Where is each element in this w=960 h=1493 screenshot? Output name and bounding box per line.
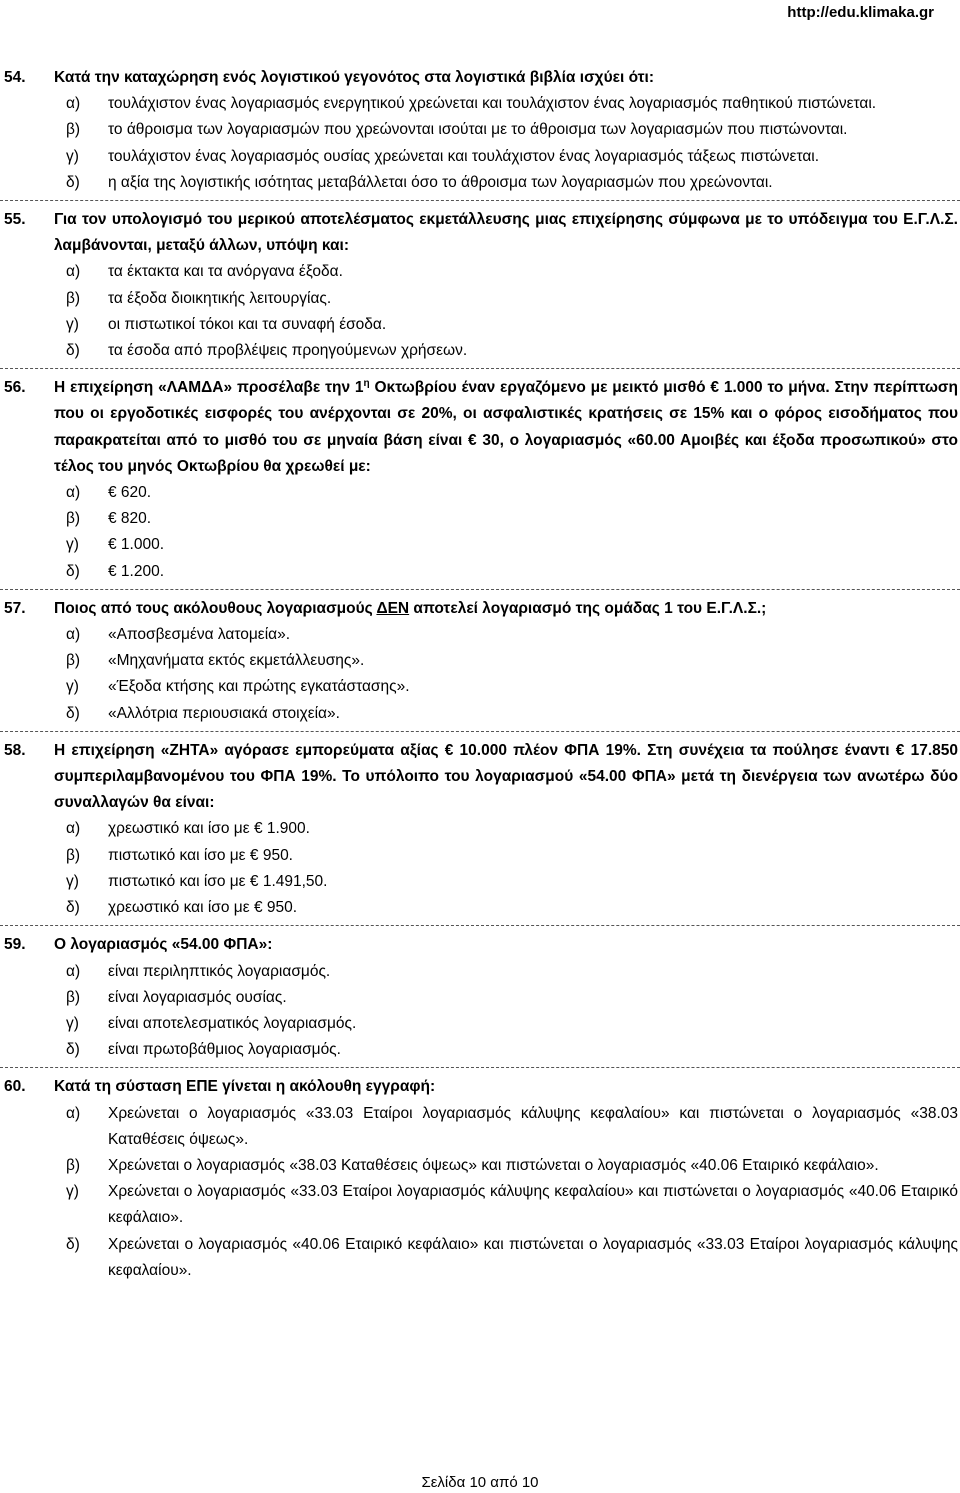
option-label: γ) (66, 1183, 79, 1201)
question-text: Η επιχείρηση «ΛΑΜΔΑ» προσέλαβε την 1 (54, 379, 364, 397)
option-b (0, 117, 960, 143)
option-text: € 620. (108, 484, 152, 502)
question-55 (0, 207, 960, 364)
option-c (0, 1011, 960, 1037)
divider (0, 589, 960, 590)
question-number: 54. (4, 69, 26, 86)
option-c (0, 532, 960, 558)
option-d (0, 895, 960, 921)
question-stem (0, 65, 960, 91)
option-b (0, 1153, 960, 1179)
ordinal-superscript: η (363, 378, 370, 390)
option-text: είναι περιληπτικός λογαριασμός. (108, 962, 331, 980)
option-label: β) (66, 510, 81, 528)
option-label: γ) (66, 872, 79, 890)
option-label: β) (66, 121, 81, 139)
option-text: € 820. (108, 510, 152, 528)
option-label: δ) (66, 1235, 80, 1253)
option-label: γ) (66, 536, 79, 554)
option-text: «Αλλότρια περιουσιακά στοιχεία». (108, 704, 340, 722)
question-number: 59. (4, 936, 26, 954)
option-c (0, 312, 960, 338)
divider (0, 200, 960, 201)
question-stem (0, 375, 960, 480)
option-text: πιστωτικό και ίσο με € 1.491,50. (108, 872, 328, 890)
option-text: το άθροισμα των λογαριασμών που χρεώνονται ισούται με το άθροισμα των λογαριασμών που πιστώνονται. (108, 121, 848, 139)
option-text: χρεωστικό και ίσο με € 1.900. (108, 820, 310, 838)
option-c (0, 144, 960, 170)
option-text: οι πιστωτικοί τόκοι και τα συναφή έσοδα. (108, 315, 387, 333)
option-text: τουλάχιστον ένας λογαριασμός ουσίας χρεώνεται και τουλάχιστον ένας λογαριασμός τάξεως πιστώνεται. (108, 147, 820, 165)
option-text: «Αποσβεσμένα λατομεία». (108, 626, 291, 644)
option-label: γ) (66, 1014, 79, 1032)
option-label: β) (66, 988, 81, 1006)
question-stem (0, 596, 960, 622)
option-text: € 1.200. (108, 562, 165, 580)
option-text: είναι αποτελεσματικός λογαριασμός. (108, 1014, 357, 1032)
option-label: δ) (66, 1041, 80, 1059)
option-b (0, 843, 960, 869)
question-text: Κατά τη σύσταση ΕΠΕ γίνεται η ακόλουθη εγγραφή: (54, 1078, 436, 1096)
question-text-cont: Οκτωβρίου έναν εργαζόμενο με μεικτό μισθό € 1.000 το μήνα. Στην περίπτωση που οι εργοδοτικές εισφορές του ανέρχονται σε 20%, οι ασφαλιστικές κρατήσεις σε 15% και ο φόρος εισοδήματος που παρακρατείται από το μισθό του σε μηναία βάση είναι € 30, ο λογαριασμός «60.00 Αμοιβές και έξοδα προσωπικού» στο τέλος του μηνός Οκτωβρίου θα χρεωθεί με: (54, 379, 958, 475)
option-b (0, 286, 960, 312)
divider (0, 731, 960, 732)
option-b (0, 648, 960, 674)
option-label: β) (66, 652, 81, 670)
question-stem (0, 207, 960, 259)
option-label: β) (66, 1156, 81, 1174)
question-number: 60. (4, 1078, 26, 1096)
option-text: είναι λογαριασμός ουσίας. (108, 988, 287, 1006)
option-label: δ) (66, 704, 80, 722)
option-label: α) (66, 484, 81, 502)
option-label: δ) (66, 342, 80, 360)
option-text: τα έκτακτα και τα ανόργανα έξοδα. (108, 263, 343, 281)
option-label: γ) (66, 147, 79, 165)
question-number: 58. (4, 741, 26, 759)
document-body (0, 65, 960, 1284)
question-60 (0, 1074, 960, 1284)
option-d (0, 170, 960, 196)
header-url[interactable]: http://edu.klimaka.gr (787, 4, 934, 21)
question-58 (0, 738, 960, 921)
option-a (0, 259, 960, 285)
option-label: α) (66, 626, 81, 644)
question-number: 57. (4, 599, 26, 617)
option-c (0, 1179, 960, 1231)
question-text: Για τον υπολογισμό του μερικού αποτελέσματος εκμετάλλευσης μιας επιχείρησης σύμφωνα με το υπόδειγμα του Ε.Γ.Λ.Σ. λαμβάνονται, μεταξύ άλλων, υπόψη και: (54, 211, 958, 255)
option-label: δ) (66, 899, 80, 917)
option-text: τα έξοδα διοικητικής λειτουργίας. (108, 289, 332, 307)
option-d (0, 701, 960, 727)
option-a (0, 959, 960, 985)
option-text: Χρεώνεται ο λογαριασμός «38.03 Καταθέσεις όψεως» και πιστώνεται ο λογαριασμός «40.06 Εταιρικό κεφάλαιο». (108, 1156, 879, 1174)
option-label: β) (66, 846, 81, 864)
question-number: 55. (4, 211, 26, 229)
option-c (0, 869, 960, 895)
option-label: β) (66, 289, 81, 307)
question-text: Η επιχείρηση «ΖΗΤΑ» αγόρασε εμπορεύματα αξίας € 10.000 πλέον ΦΠΑ 19%. Στη συνέχεια τα πούλησε έναντι € 17.850 συμπεριλαμβανομένου του ΦΠΑ 19%. Το υπόλοιπο του λογαριασμού «54.00 ΦΠΑ» μετά τη διενέργεια των ανωτέρω δύο συναλλαγών θα είναι: (54, 741, 958, 812)
option-text: Χρεώνεται ο λογαριασμός «40.06 Εταιρικό κεφάλαιο» και πιστώνεται ο λογαριασμός «33.03 Εταίροι λογαριασμός κάλυψης κεφαλαίου». (108, 1235, 958, 1279)
option-label: δ) (66, 173, 80, 191)
option-text: χρεωστικό και ίσο με € 950. (108, 899, 298, 917)
question-text: Ο λογαριασμός «54.00 ΦΠΑ»: (54, 936, 273, 954)
option-a (0, 91, 960, 117)
negation-emphasis: ΔΕΝ (376, 599, 410, 617)
option-text: η αξία της λογιστικής ισότητας μεταβάλλεται όσο το άθροισμα των λογαριασμών που χρεώνονται. (108, 173, 773, 191)
option-a (0, 1101, 960, 1153)
question-number: 56. (4, 379, 26, 397)
page-footer: Σελίδα 10 από 10 (421, 1474, 539, 1491)
option-text: είναι πρωτοβάθμιος λογαριασμός. (108, 1041, 341, 1059)
option-text: τουλάχιστον ένας λογαριασμός ενεργητικού χρεώνεται και τουλάχιστον ένας λογαριασμός παθητικού πιστώνεται. (108, 95, 877, 113)
option-label: α) (66, 962, 81, 980)
question-stem (0, 1074, 960, 1100)
option-text: Χρεώνεται ο λογαριασμός «33.03 Εταίροι λογαριασμός κάλυψης κεφαλαίου» και πιστώνεται ο λογαριασμός «38.03 Καταθέσεις όψεως». (108, 1104, 958, 1148)
divider (0, 925, 960, 926)
option-text: Χρεώνεται ο λογαριασμός «33.03 Εταίροι λογαριασμός κάλυψης κεφαλαίου» και πιστώνεται ο λογαριασμός «40.06 Εταιρικό κεφάλαιο». (108, 1183, 958, 1227)
question-57 (0, 596, 960, 727)
option-c (0, 674, 960, 700)
option-d (0, 1232, 960, 1284)
option-d (0, 559, 960, 585)
option-label: γ) (66, 678, 79, 696)
option-a (0, 480, 960, 506)
question-text-cont: αποτελεί λογαριασμό της ομάδας 1 του Ε.Γ.Λ.Σ.; (409, 599, 767, 617)
option-a (0, 622, 960, 648)
question-text: Ποιος από τους ακόλουθους λογαριασμούς (54, 599, 377, 617)
question-stem (0, 738, 960, 817)
option-b (0, 985, 960, 1011)
option-label: α) (66, 820, 81, 838)
option-label: δ) (66, 562, 80, 580)
option-label: α) (66, 1104, 81, 1122)
option-a (0, 816, 960, 842)
question-text: Κατά την καταχώρηση ενός λογιστικού γεγονότος στα λογιστικά βιβλία ισχύει ότι: (54, 69, 655, 86)
option-label: α) (66, 95, 81, 113)
option-text: «Έξοδα κτήσης και πρώτης εγκατάστασης». (108, 678, 410, 696)
option-text: πιστωτικό και ίσο με € 950. (108, 846, 293, 864)
divider (0, 368, 960, 369)
option-label: α) (66, 263, 81, 281)
divider (0, 1067, 960, 1068)
option-label: γ) (66, 315, 79, 333)
option-text: «Μηχανήματα εκτός εκμετάλλευσης». (108, 652, 365, 670)
question-stem (0, 932, 960, 958)
question-54 (0, 65, 960, 196)
question-59 (0, 932, 960, 1063)
question-56 (0, 375, 960, 585)
option-text: τα έσοδα από προβλέψεις προηγούμενων χρήσεων. (108, 342, 468, 360)
option-b (0, 506, 960, 532)
option-d (0, 1037, 960, 1063)
option-d (0, 338, 960, 364)
option-text: € 1.000. (108, 536, 165, 554)
